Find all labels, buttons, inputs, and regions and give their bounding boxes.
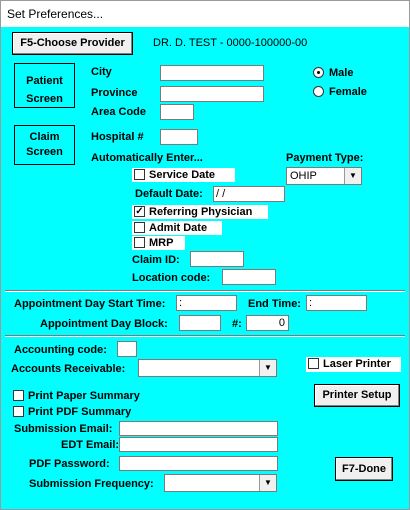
- choose-provider-button[interactable]: F5-Choose Provider: [12, 32, 133, 55]
- patient-screen-label: Patient Screen: [14, 63, 75, 108]
- city-label: City: [91, 66, 112, 78]
- city-input[interactable]: [160, 65, 264, 81]
- appointment-block-input[interactable]: [179, 315, 221, 331]
- location-code-input[interactable]: [222, 269, 276, 285]
- printer-setup-button[interactable]: Printer Setup: [314, 384, 400, 407]
- province-label: Province: [91, 87, 138, 99]
- service-date-checkbox[interactable]: Service Date: [132, 168, 235, 182]
- hospital-label: Hospital #: [91, 131, 144, 143]
- chevron-down-icon: ▼: [259, 475, 276, 491]
- checkbox-empty-icon: [134, 237, 145, 248]
- checkmark-icon: ✓: [135, 206, 144, 217]
- provider-name: DR. D. TEST - 0000-100000-00: [153, 37, 308, 49]
- radio-unselected-icon: [313, 86, 324, 97]
- window-title: Set Preferences...: [7, 7, 104, 21]
- checkbox-empty-icon: [13, 406, 24, 417]
- area-code-input[interactable]: [160, 104, 194, 120]
- hospital-input[interactable]: [160, 129, 198, 145]
- default-date-label: Default Date:: [135, 188, 203, 200]
- accounting-code-label: Accounting code:: [14, 344, 107, 356]
- location-code-label: Location code:: [132, 272, 211, 284]
- accounting-code-input[interactable]: [117, 341, 137, 357]
- done-button[interactable]: F7-Done: [335, 457, 393, 481]
- mrp-checkbox[interactable]: MRP: [132, 236, 185, 250]
- appointment-start-input[interactable]: :: [176, 295, 237, 311]
- edt-email-input[interactable]: [119, 437, 278, 452]
- claim-screen-label: Claim Screen: [14, 125, 75, 165]
- chevron-down-icon: ▼: [259, 360, 276, 376]
- claim-id-label: Claim ID:: [132, 254, 180, 266]
- submission-frequency-label: Submission Frequency:: [29, 478, 154, 490]
- accounts-receivable-label: Accounts Receivable:: [11, 363, 126, 375]
- edt-email-label: EDT Email:: [61, 439, 120, 451]
- radio-selected-icon: [313, 67, 324, 78]
- pdf-password-label: PDF Password:: [29, 458, 110, 470]
- title-bar: [1, 1, 409, 27]
- laser-printer-checkbox[interactable]: Laser Printer: [306, 357, 401, 372]
- auto-enter-label: Automatically Enter...: [91, 152, 203, 164]
- checkbox-empty-icon: [308, 358, 319, 369]
- area-code-label: Area Code: [91, 106, 147, 118]
- payment-type-label: Payment Type:: [286, 152, 364, 164]
- payment-type-select[interactable]: OHIP ▼: [286, 167, 362, 185]
- male-radio[interactable]: Male: [313, 66, 353, 80]
- submission-email-input[interactable]: [119, 421, 278, 436]
- default-date-input[interactable]: / /: [213, 186, 285, 202]
- count-input[interactable]: 0: [246, 315, 289, 331]
- submission-frequency-select[interactable]: [164, 474, 277, 492]
- pdf-password-input[interactable]: [119, 456, 278, 471]
- referring-physician-checkbox[interactable]: ✓ Referring Physician: [132, 205, 268, 219]
- province-input[interactable]: [160, 86, 264, 102]
- submission-email-label: Submission Email:: [14, 423, 113, 435]
- claim-id-input[interactable]: [190, 251, 244, 267]
- appointment-block-label: Appointment Day Block:: [40, 318, 168, 330]
- print-pdf-summary-checkbox[interactable]: Print PDF Summary: [11, 405, 141, 419]
- checkbox-empty-icon: [134, 169, 145, 180]
- end-time-label: End Time:: [248, 298, 301, 310]
- female-radio[interactable]: Female: [313, 85, 367, 99]
- checkbox-empty-icon: [13, 390, 24, 401]
- accounts-receivable-select[interactable]: [138, 359, 277, 377]
- divider: [5, 290, 405, 292]
- end-time-input[interactable]: :: [306, 295, 367, 311]
- count-label: #:: [232, 318, 242, 330]
- divider: [5, 335, 405, 337]
- checkbox-empty-icon: [134, 222, 145, 233]
- appointment-start-label: Appointment Day Start Time:: [14, 298, 166, 310]
- chevron-down-icon: ▼: [344, 168, 361, 184]
- print-paper-summary-checkbox[interactable]: Print Paper Summary: [11, 389, 151, 403]
- admit-date-checkbox[interactable]: Admit Date: [132, 221, 222, 235]
